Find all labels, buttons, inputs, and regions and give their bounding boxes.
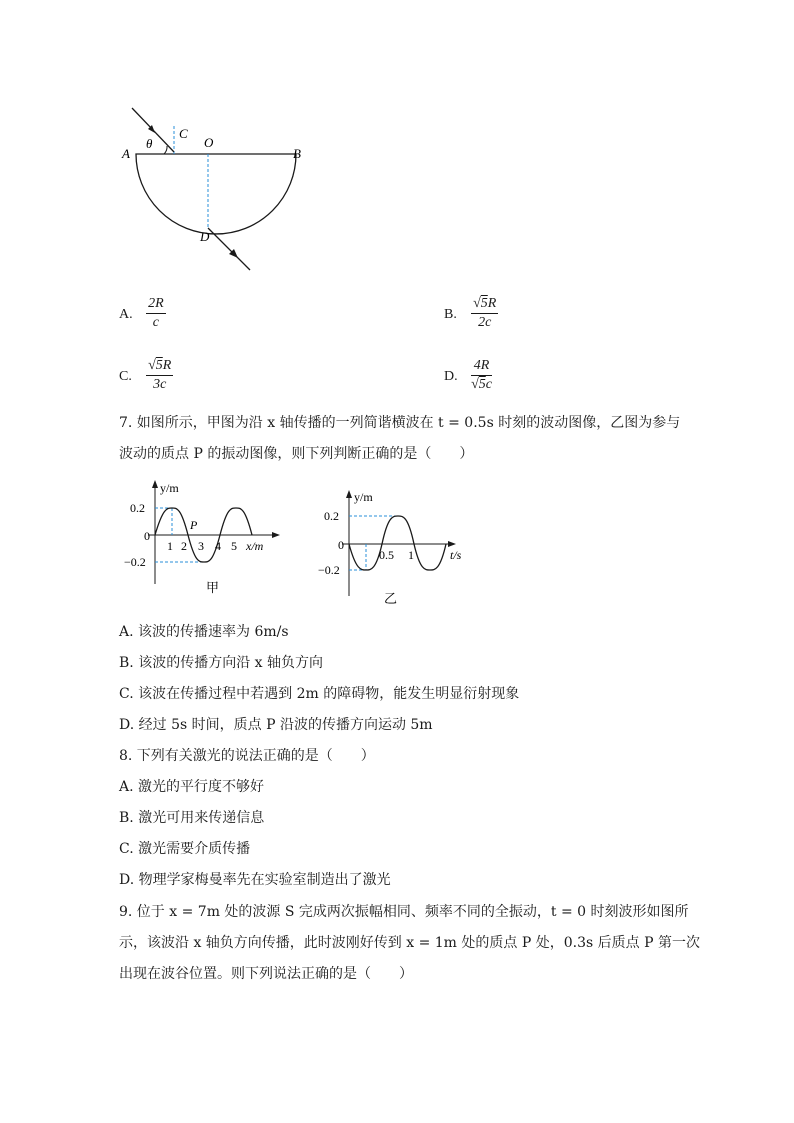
semicircle-outline bbox=[136, 154, 296, 234]
q8-option-b[interactable]: B. 激光可用来传递信息 bbox=[119, 810, 265, 826]
label-theta: θ bbox=[146, 136, 153, 151]
q8-option-a[interactable]: A. 激光的平行度不够好 bbox=[119, 779, 265, 795]
option-fraction: $\frac{2R}{c}$ bbox=[148, 296, 164, 330]
option-letter: B. bbox=[444, 307, 457, 322]
xtick-yi-05: 0.5 bbox=[379, 548, 394, 562]
option-fraction: $\frac{4R}{√5c}$ bbox=[471, 358, 492, 392]
q9-stem-line2: 示，该波沿 x 轴负方向传播，此时波刚好传到 x = 1m 处的质点 P 处，0.3s 后质点 P 第一次 bbox=[119, 935, 700, 951]
ytick-jia-1: 0 bbox=[144, 529, 150, 543]
q7-stem-line1: 7. 如图所示，甲图为沿 x 轴传播的一列简谐横波在 t = 0.5s 时刻的波动图像，乙图为参与 bbox=[119, 415, 681, 431]
q9-stem-line3: 出现在波谷位置。则下列说法正确的是（ ） bbox=[119, 966, 413, 982]
graph-yi bbox=[316, 486, 476, 611]
ytick-jia-0: 0.2 bbox=[130, 501, 145, 515]
q6-option-c[interactable] bbox=[119, 358, 173, 393]
sqrt-icon: √ bbox=[148, 358, 156, 373]
xtick-yi-1: 1 bbox=[408, 548, 414, 562]
graph-jia bbox=[118, 478, 288, 603]
ytick-yi-0: 0.2 bbox=[324, 509, 339, 523]
q7-option-d[interactable]: D. 经过 5s 时间，质点 P 沿波的传播方向运动 5m bbox=[119, 717, 433, 733]
q8-option-c[interactable]: C. 激光需要介质传播 bbox=[119, 841, 251, 857]
q6-option-d[interactable] bbox=[444, 358, 492, 393]
q7-option-b[interactable]: B. 该波的传播方向沿 x 轴负方向 bbox=[119, 655, 323, 671]
sqrt-icon: √ bbox=[471, 377, 479, 392]
q7-option-c[interactable]: C. 该波在传播过程中若遇到 2m 的障碍物，能发生明显衍射现象 bbox=[119, 686, 520, 702]
point-p: P bbox=[190, 518, 198, 532]
xlabel-jia: x/m bbox=[246, 539, 264, 553]
q6-option-a[interactable] bbox=[119, 296, 166, 331]
q8-option-d[interactable]: D. 物理学家梅曼率先在实验室制造出了激光 bbox=[119, 872, 391, 888]
q7-option-a[interactable]: A. 该波的传播速率为 6m/s bbox=[119, 624, 289, 640]
option-fraction: $\frac{√5R}{3c}$ bbox=[148, 358, 172, 392]
label-o: O bbox=[204, 135, 214, 150]
option-fraction: $\frac{√5R}{2c}$ bbox=[473, 296, 497, 330]
xlabel-yi: t/s bbox=[450, 548, 462, 562]
ytick-yi-1: 0 bbox=[338, 538, 344, 552]
label-b: B bbox=[293, 146, 301, 161]
xtick-jia-3: 3 bbox=[198, 539, 204, 553]
q9-stem-line1: 9. 位于 x = 7m 处的波源 S 完成两次振幅相同、频率不同的全振动，t = 0 时刻波形如图所 bbox=[119, 904, 689, 920]
label-a: A bbox=[122, 146, 130, 161]
ytick-yi-2: −0.2 bbox=[318, 563, 340, 577]
q8-stem: 8. 下列有关激光的说法正确的是（ ） bbox=[119, 748, 375, 764]
exit-ray bbox=[208, 228, 250, 270]
ylabel-yi: y/m bbox=[354, 490, 373, 504]
ytick-jia-2: −0.2 bbox=[124, 555, 146, 569]
vibration-curve bbox=[349, 516, 446, 570]
caption-jia: 甲 bbox=[206, 580, 220, 595]
option-letter: A. bbox=[119, 307, 133, 322]
label-c: C bbox=[179, 126, 188, 141]
label-d: D bbox=[200, 229, 210, 244]
xtick-jia-1: 1 bbox=[167, 539, 173, 553]
xtick-jia-2: 2 bbox=[181, 539, 187, 553]
ylabel-jia: y/m bbox=[160, 481, 179, 495]
caption-yi: 乙 bbox=[384, 591, 398, 606]
semicircle-figure bbox=[110, 100, 310, 280]
q7-stem-line2: 波动的质点 P 的振动图像，则下列判断正确的是（ ） bbox=[119, 446, 474, 462]
xtick-jia-4: 4 bbox=[215, 539, 221, 553]
option-letter: D. bbox=[444, 369, 458, 384]
sqrt-icon: √ bbox=[473, 296, 481, 311]
q6-option-b[interactable] bbox=[444, 296, 498, 331]
option-letter: C. bbox=[119, 369, 132, 384]
xtick-jia-5: 5 bbox=[231, 539, 237, 553]
